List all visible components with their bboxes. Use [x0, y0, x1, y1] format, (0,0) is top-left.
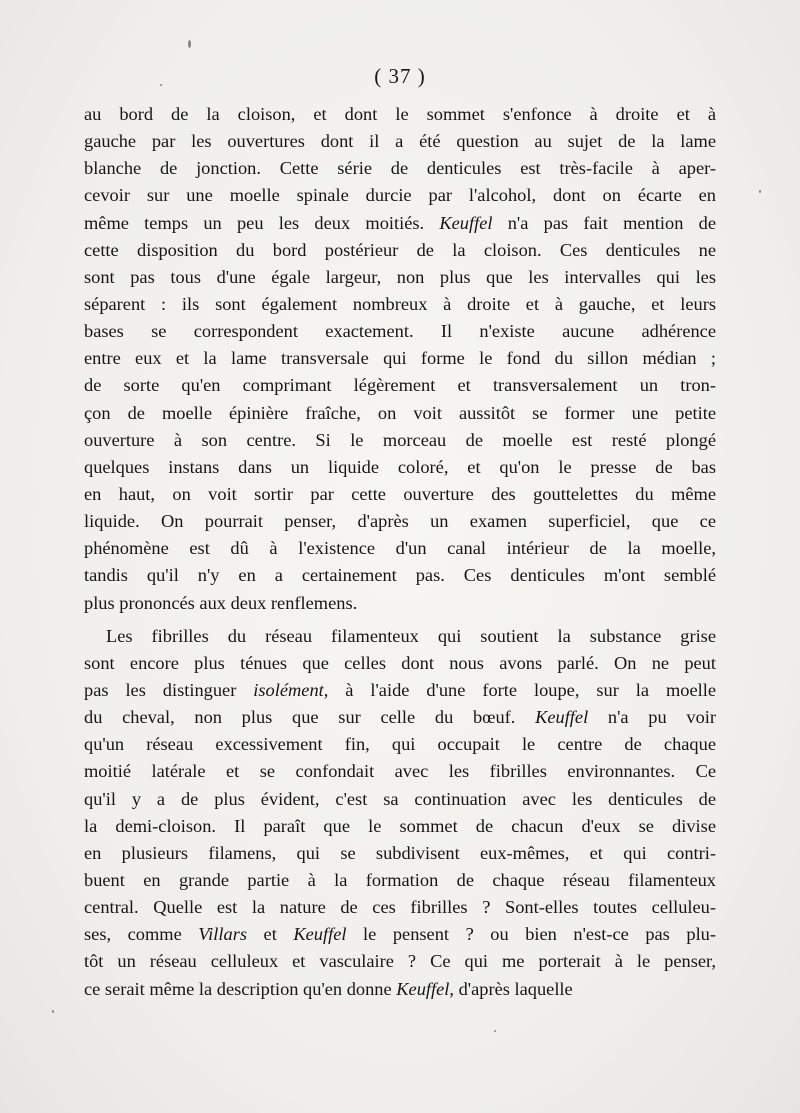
italic-name: Keuffel	[439, 212, 493, 233]
text-line	[84, 758, 716, 785]
text-line	[84, 345, 716, 372]
text-line	[84, 481, 716, 508]
text-line	[84, 182, 716, 209]
text-segment: séparent : ils sont également nombreux à droite et à gauche, et leurs	[84, 293, 716, 314]
text-segment: au bord de la cloison, et dont le sommet s'enfonce à droite et à	[84, 104, 716, 124]
text-line	[84, 840, 716, 867]
text-segment: n'a pu voir	[588, 707, 716, 728]
text-line	[84, 454, 716, 481]
text-line	[84, 704, 716, 731]
text-segment: du cheval, non plus que sur celle du bœuf.	[84, 707, 536, 728]
text-line	[84, 372, 716, 399]
text-segment: qu'il y a de plus évident, c'est sa continuation avec les denticules de	[84, 788, 716, 809]
italic-name: Keuffel	[396, 978, 450, 999]
text-segment: même temps un peu les deux moitiés.	[84, 212, 440, 233]
text-segment: et	[247, 924, 294, 945]
text-line	[84, 590, 716, 617]
text-segment: liquide. On pourrait penser, d'après un examen superficiel, que ce	[84, 511, 716, 532]
text-segment: tandis qu'il n'y en a certainement pas. Ces denticules m'ont semblé	[84, 565, 716, 586]
text-segment: cevoir sur une moelle spinale durcie par l'alcohol, dont on écarte en	[84, 185, 716, 206]
text-line	[84, 813, 716, 840]
text-segment: entre eux et la lame transversale qui forme le fond du sillon médian ;	[84, 348, 716, 369]
text-line	[84, 264, 716, 291]
italic-name: Keuffel	[535, 707, 589, 728]
text-segment: sont encore plus ténues que celles dont nous avons parlé. On ne peut	[84, 652, 716, 673]
text-segment: plus prononcés aux deux renflemens.	[84, 592, 358, 613]
body-text	[84, 101, 716, 1003]
paper-speck	[160, 84, 162, 86]
paper-speck	[188, 40, 191, 48]
text-line	[84, 535, 716, 562]
text-segment: pas les distinguer	[84, 679, 254, 700]
paper-speck	[494, 1030, 496, 1032]
text-line	[84, 210, 716, 237]
text-line	[84, 786, 716, 813]
text-line	[84, 867, 716, 894]
text-line	[84, 400, 716, 427]
text-line	[84, 101, 716, 128]
text-segment: central. Quelle est la nature de ces fibrilles ? Sont-elles toutes celluleu-	[84, 897, 716, 918]
paper-speck	[52, 1010, 54, 1013]
text-segment: quelques instans dans un liquide coloré, et qu'on le presse de bas	[84, 456, 716, 477]
text-line	[84, 562, 716, 589]
text-segment: le pensent ? ou bien n'est-ce pas plu-	[346, 924, 717, 945]
paragraph	[84, 101, 716, 617]
text-segment: phénomène est dû à l'existence d'un canal intérieur de la moelle,	[84, 538, 716, 559]
text-segment: ouverture à son centre. Si le morceau de moelle est resté plongé	[84, 429, 716, 450]
text-line	[84, 623, 716, 650]
text-line	[84, 921, 716, 948]
text-segment: de sorte qu'en comprimant légèrement et transversalement un tron-	[84, 375, 716, 396]
text-segment: sont pas tous d'une égale largeur, non plus que les intervalles qui les	[84, 266, 716, 287]
text-line	[84, 894, 716, 921]
paragraph	[84, 623, 716, 1003]
text-line	[84, 508, 716, 535]
page-number: ( 37 )	[374, 64, 426, 88]
italic-name: isolément	[253, 679, 324, 700]
text-line	[84, 731, 716, 758]
italic-name: Keuffel	[293, 924, 347, 945]
text-segment: n'a pas fait mention de	[492, 212, 716, 233]
text-line	[84, 128, 716, 155]
text-segment: en haut, on voit sortir par cette ouverture des gouttelettes du même	[84, 483, 716, 504]
text-line	[84, 677, 716, 704]
text-line	[84, 318, 716, 345]
text-segment: ses, comme	[84, 924, 199, 945]
italic-name: Villars	[198, 924, 248, 945]
text-line	[84, 427, 716, 454]
text-line	[84, 155, 716, 182]
text-segment: , d'après laquelle	[449, 978, 573, 999]
text-segment: gauche par les ouvertures dont il a été question au sujet de la lame	[84, 131, 716, 152]
text-segment: moitié latérale et se confondait avec les fibrilles environnantes. Ce	[84, 761, 716, 782]
text-segment: cette disposition du bord postérieur de la cloison. Ces denticules ne	[84, 239, 716, 260]
text-line	[84, 291, 716, 318]
text-segment: Les fibrilles du réseau filamenteux qui soutient la substance grise	[106, 625, 716, 646]
text-segment: buent en grande partie à la formation de chaque réseau filamenteux	[84, 869, 716, 890]
text-segment: blanche de jonction. Cette série de denticules est très-facile à aper-	[84, 158, 716, 179]
text-segment: çon de moelle épinière fraîche, on voit aussitôt se former une petite	[84, 402, 716, 423]
text-line	[84, 650, 716, 677]
text-segment: qu'un réseau excessivement fin, qui occupait le centre de chaque	[84, 734, 716, 755]
text-line	[84, 948, 716, 975]
text-segment: tôt un réseau celluleux et vasculaire ? Ce qui me porterait à le penser,	[84, 951, 716, 972]
paper-speck	[759, 190, 761, 193]
text-line	[84, 976, 716, 1003]
text-line	[84, 237, 716, 264]
text-segment: en plusieurs filamens, qui se subdivisent eux-mêmes, et qui contri-	[84, 842, 716, 863]
text-segment: la demi-cloison. Il paraît que le sommet de chacun d'eux se divise	[84, 815, 716, 836]
text-segment: bases se correspondent exactement. Il n'existe aucune adhérence	[84, 321, 716, 342]
text-segment: ce serait même la description qu'en donne	[84, 978, 397, 999]
text-segment: , à l'aide d'une forte loupe, sur la moelle	[323, 679, 717, 700]
